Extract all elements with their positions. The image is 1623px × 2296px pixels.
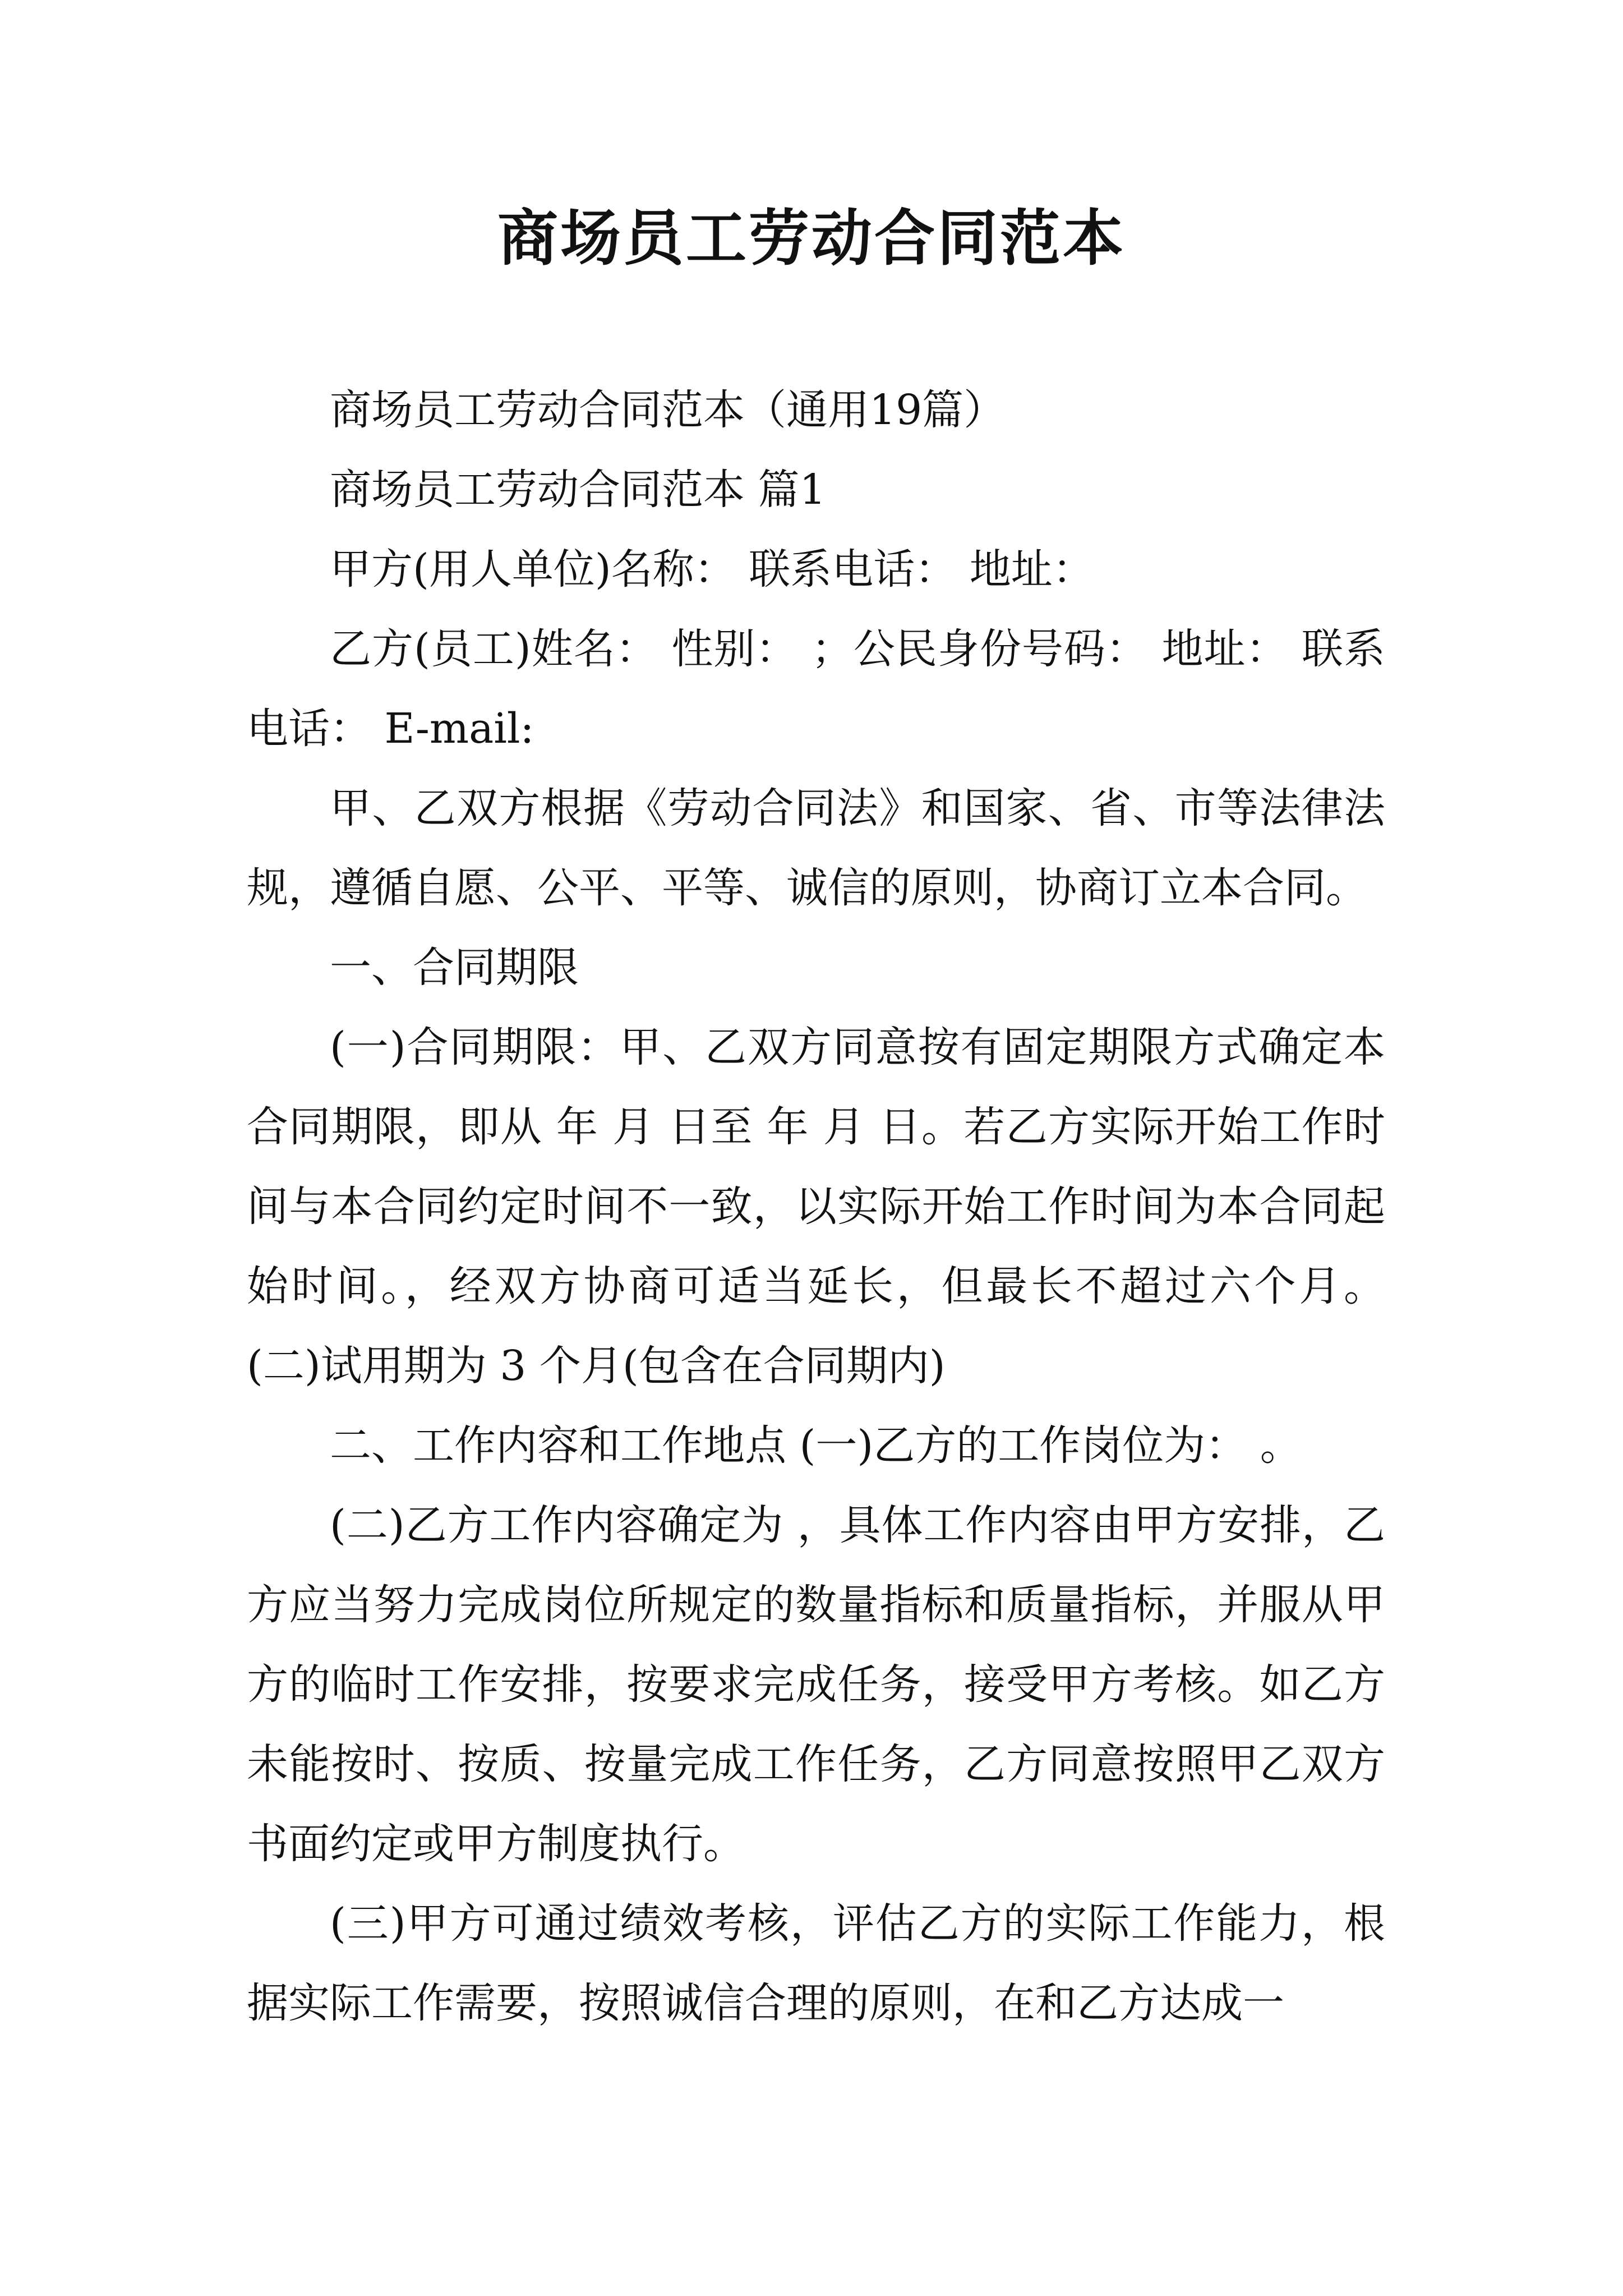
paragraph-subtitle: 商场员工劳动合同范本（通用19篇）: [330, 386, 1006, 434]
paragraph-party-b: 乙方(员工)姓名： 性别： ；公民身份号码： 地址： 联系电话： E-mail:: [247, 625, 1385, 753]
paragraph-party-a: 甲方(用人单位)名称： 联系电话： 地址：: [330, 545, 1094, 593]
paragraph-clause-1-heading: 一、合同期限: [330, 944, 579, 992]
paragraph-clause-2-content: (二)乙方工作内容确定为 ，具体工作内容由甲方安排，乙方应当努力完成岗位所规定的数量指标和质量指标，并服从甲方的临时工作安排，按要求完成任务，接受甲方考核。如乙方未能按时、按质、按量完成工作任务，乙方同意按照甲乙双方书面约定或甲方制度执行。: [247, 1501, 1385, 1868]
paragraph-clause-1-term: (一)合同期限：甲、乙双方同意按有固定期限方式确定本合同期限，即从 年 月 日至 年 月 日。若乙方实际开始工作时间与本合同约定时间不一致，以实际开始工作时间为本合同起始时间。，经双方协商可适当延长，但最长不超过六个月。 (二)试用期为 3 个月(包含在合同期内): [247, 1023, 1385, 1390]
paragraph-preamble: 甲、乙双方根据《劳动合同法》和国家、省、市等法律法规，遵循自愿、公平、平等、诚信的原则，协商订立本合同。: [247, 784, 1385, 912]
document-title: 商场员工劳动合同范本: [497, 203, 1126, 274]
document-body: [247, 370, 1385, 2043]
paragraph-clause-2-evaluation: (三)甲方可通过绩效考核，评估乙方的实际工作能力，根据实际工作需要，按照诚信合理的原则，在和乙方达成一: [247, 1899, 1385, 2027]
paragraph-section-heading: 商场员工劳动合同范本 篇1: [330, 466, 826, 514]
paragraph-clause-2-heading: 二、工作内容和工作地点 (一)乙方的工作岗位为： 。: [330, 1421, 1302, 1470]
